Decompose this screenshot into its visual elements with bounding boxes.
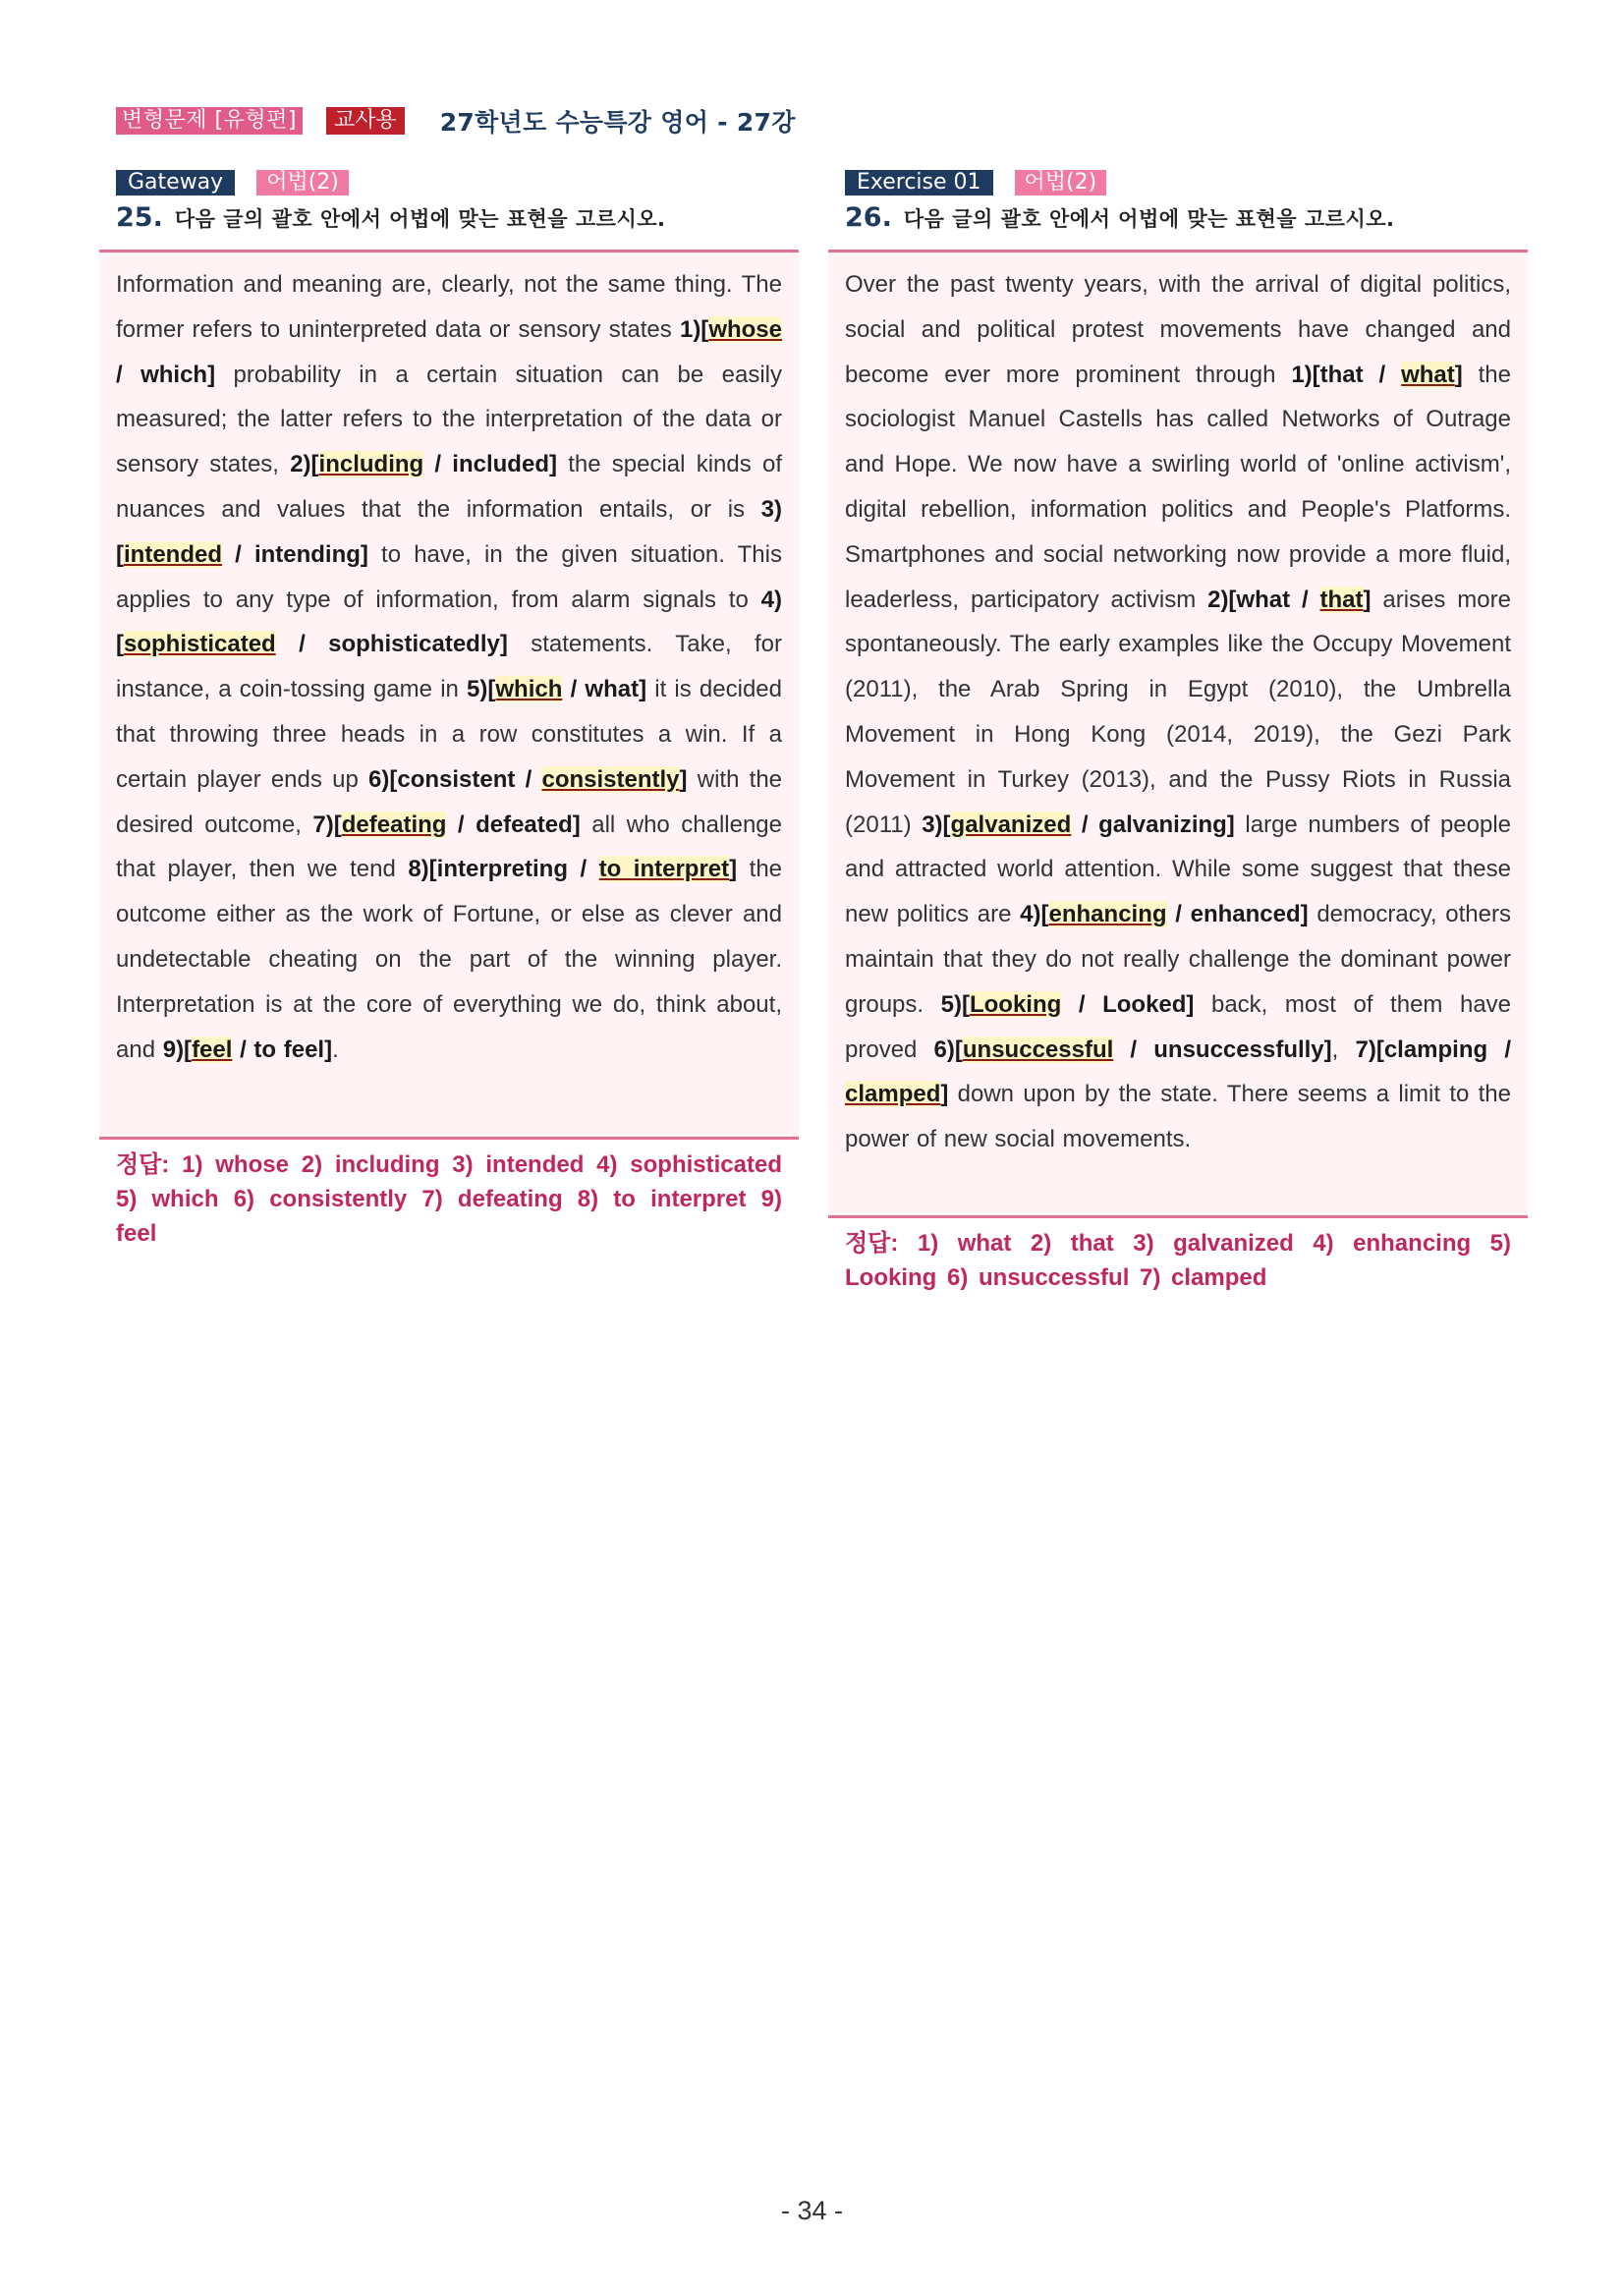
blank-answer: clamped — [845, 1081, 941, 1108]
blank-answer: intended — [124, 540, 222, 568]
page-number: - 34 - — [780, 2196, 844, 2225]
passage-text: Information and meaning are, clearly, not the same thing. The former refers to uninterpreted data or sensory states 1)[whose / which] probability in a certain situation can be easily measured; the latter refers to the interpretation of the data or sensory states, 2)[including / included] the special kinds of nuances and values that the information entails, or is 3)[intended / intending] to have, in the given situation. This applies to any type of information, from alarm signals to 4)[sophisticated / sophisticatedly] statements. Take, for instance, a coin-tossing game in 5)[which / what] it is decided that throwing three heads in a row constitutes a win. If a certain player ends up 6)[consistent / consistently] with the desired outcome, 7)[defeating / defeated] all who challenge that player, then we tend 8)[interpreting / to interpret] the outcome either as the work of Fortune, or else as clever and undetectable cheating on the part of the winning player. Interpretation is at the core of everything we do, think about, and 9)[feel / to feel]. — [116, 271, 783, 1063]
category-badge: 어법(2) — [256, 170, 349, 196]
blank-answer: consistently — [541, 765, 680, 793]
blank-answer: feel — [192, 1036, 233, 1063]
blank-answer: which — [495, 676, 563, 703]
answer-key: 정답: 1) what 2) that 3) galvanized 4) enhancing 5) Looking 6) unsuccessful 7) clamped — [845, 1230, 1511, 1291]
blank-answer: that — [1319, 586, 1364, 613]
page-header — [116, 106, 796, 136]
passage-text: Over the past twenty years, with the arrival of digital politics, social and political protest movements have changed and become ever more prominent through 1)[that / what] the sociologist Manuel Castells has called Networks of Outrage and Hope. We now have a swirling world of 'online activism', digital rebellion, information politics and People's Platforms. Smartphones and social networking now provide a more fluid, leaderless, participatory activism 2)[what / that] arises more spontaneously. The early examples like the Occupy Movement (2011), the Arab Spring in Egypt (2010), the Umbrella Movement in Hong Kong (2014, 2019), the Gezi Park Movement in Turkey (2013), and the Pussy Riots in Russia (2011) 3)[galvanized / galvanizing] large numbers of people and attracted world attention. While some suggest that these new politics are 4)[enhancing / enhanced] democracy, others maintain that they do not really challenge the dominant power groups. 5)[Looking / Looked] back, most of them have proved 6)[unsuccessful / unsuccessfully], 7)[clamping / clamped] down upon by the state. There seems a limit to the power of new social movements. — [845, 271, 1512, 1153]
question-line — [99, 202, 799, 240]
section-badge: Gateway — [116, 170, 235, 196]
question-prompt: 다음 글의 괄호 안에서 어법에 맞는 표현을 고르시오. — [174, 207, 666, 231]
category-badge: 어법(2) — [1015, 170, 1107, 196]
blank-answer: including — [318, 451, 424, 478]
blank-answer: unsuccessful — [962, 1036, 1114, 1063]
question-prompt: 다음 글의 괄호 안에서 어법에 맞는 표현을 고르시오. — [903, 207, 1395, 231]
blank-answer: whose — [708, 315, 782, 343]
answer-key: 정답: 1) whose 2) including 3) intended 4) sophisticated 5) which 6) consistently 7) defeating 8) to interpret 9) feel — [116, 1151, 782, 1247]
passage-box — [99, 250, 799, 1140]
question-25-column — [99, 169, 799, 1251]
question-26-column — [828, 169, 1528, 1295]
blank-answer: Looking — [969, 990, 1062, 1018]
type-tag: 변형문제 [유형편] — [116, 107, 303, 135]
blank-answer: to interpret — [598, 856, 730, 883]
header-title: 27학년도 수능특강 영어 - 27강 — [439, 108, 796, 137]
section-badge: Exercise 01 — [845, 170, 993, 196]
badge-row — [828, 169, 1528, 196]
question-line — [828, 202, 1528, 240]
badge-row — [99, 169, 799, 196]
teacher-tag: 교사용 — [326, 107, 405, 135]
blank-answer: what — [1401, 361, 1455, 388]
blank-answer: defeating — [341, 811, 447, 838]
blank-answer: sophisticated — [124, 631, 276, 658]
passage-box — [828, 250, 1528, 1218]
question-number: 26. — [845, 202, 892, 233]
blank-answer: enhancing — [1048, 901, 1167, 928]
blank-answer: galvanized — [950, 811, 1072, 838]
question-number: 25. — [116, 202, 163, 233]
